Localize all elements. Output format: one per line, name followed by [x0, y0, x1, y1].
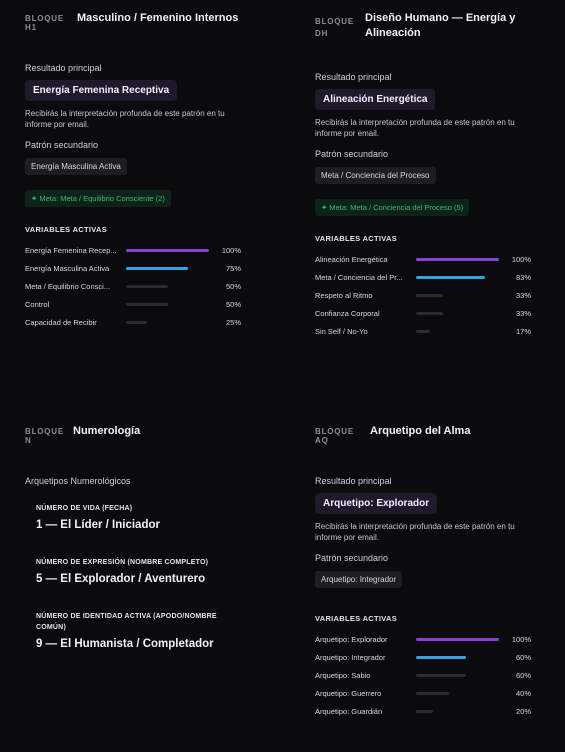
variable-bar-track	[416, 674, 499, 677]
variable-percent: 100%	[511, 635, 531, 645]
variable-bar-fill	[416, 692, 449, 695]
variable-row	[315, 631, 555, 649]
variable-name: Arquetipo: Guerrero	[315, 688, 382, 698]
variable-bar-track	[126, 267, 209, 270]
variable-bar-fill	[416, 638, 499, 641]
variable-row	[25, 242, 265, 260]
variable-percent: 40%	[515, 688, 531, 698]
variable-bar-track	[126, 249, 209, 252]
variable-percent: 50%	[225, 299, 241, 309]
card-header	[315, 11, 555, 41]
variable-bar-track	[416, 638, 499, 641]
variable-name: Arquetipo: Guardián	[315, 706, 383, 716]
variable-bar-fill	[416, 710, 433, 713]
secondary-label: Patrón secundario	[25, 140, 99, 150]
variable-bar-track	[416, 294, 499, 297]
card-header	[315, 424, 555, 445]
variable-percent: 20%	[515, 706, 531, 716]
variable-row	[315, 649, 555, 667]
variable-row	[315, 269, 555, 287]
variable-row	[25, 278, 265, 296]
secondary-label: Patrón secundario	[315, 149, 389, 159]
meta-badge: ✦ Meta: Meta / Equilibrio Consciente (2)	[25, 190, 171, 207]
numerology-item-value: 5 — El Explorador / Aventurero	[36, 573, 206, 585]
block-title: Masculino / Femenino Internos	[77, 12, 239, 24]
variable-bar-fill	[126, 303, 168, 306]
meta-badge: ✦ Meta: Meta / Conciencia del Proceso (5)	[315, 199, 469, 216]
variables-list	[25, 242, 265, 331]
main-result-badge: Energía Femenina Receptiva	[25, 80, 177, 101]
block-tag: BLOQUE DH	[315, 17, 355, 38]
variable-percent: 33%	[515, 290, 531, 300]
variable-bar-track	[416, 258, 499, 261]
variables-list	[315, 631, 555, 720]
variable-bar-track	[416, 710, 499, 713]
variable-row	[315, 304, 555, 322]
block-title: Numerología	[73, 425, 141, 437]
block-title: Diseño Humano — Energía y Alineación	[365, 12, 516, 39]
numerology-item-value: 1 — El Líder / Iniciador	[36, 519, 160, 531]
variable-row	[315, 667, 555, 685]
result-description: Recibirás la interpretación profunda de este patrón en tu informe por email.	[315, 522, 515, 542]
block-tag: BLOQUE N	[25, 427, 65, 445]
variable-bar-track	[416, 330, 499, 333]
variable-name: Arquetipo: Sabio	[315, 670, 371, 680]
card-header	[25, 424, 265, 445]
variable-bar-fill	[126, 249, 209, 252]
variable-name: Respeto al Ritmo	[315, 290, 373, 300]
block-title: Arquetipo del Alma	[370, 425, 471, 437]
variable-row	[315, 322, 555, 340]
numerology-item	[25, 557, 265, 585]
variable-bar-track	[416, 312, 499, 315]
variables-list	[315, 251, 555, 340]
numerology-item-label: NÚMERO DE EXPRESIÓN (NOMBRE COMPLETO)	[36, 559, 209, 566]
secondary-badge: Meta / Conciencia del Proceso	[315, 167, 436, 184]
variable-bar-track	[416, 276, 499, 279]
variable-percent: 60%	[515, 670, 531, 680]
variables-label: VARIABLES ACTIVAS	[25, 225, 108, 234]
variable-row	[315, 251, 555, 269]
variable-percent: 100%	[221, 246, 241, 256]
result-description: Recibirás la interpretación profunda de este patrón en tu informe por email.	[315, 118, 515, 138]
variable-name: Capacidad de Recibir	[25, 317, 97, 327]
variable-percent: 83%	[515, 273, 531, 283]
variable-bar-fill	[126, 285, 168, 288]
variable-bar-fill	[416, 312, 443, 315]
numerology-item-label: NÚMERO DE IDENTIDAD ACTIVA (APODO/NOMBRE COMÚN)	[36, 613, 217, 631]
block-tag: BLOQUE AQ	[315, 427, 355, 445]
variable-bar-track	[416, 656, 499, 659]
secondary-badge: Energía Masculina Activa	[25, 158, 127, 175]
variable-bar-fill	[126, 321, 147, 324]
numerology-item	[25, 503, 265, 531]
variable-bar-fill	[416, 294, 443, 297]
result-description: Recibirás la interpretación profunda de este patrón en tu informe por email.	[25, 109, 225, 129]
variables-label: VARIABLES ACTIVAS	[315, 234, 398, 243]
secondary-label: Patrón secundario	[315, 553, 389, 563]
variable-percent: 33%	[515, 308, 531, 318]
card-bloque-h1	[25, 11, 265, 331]
variable-bar-track	[416, 692, 499, 695]
variable-percent: 75%	[225, 264, 241, 274]
numerology-item-value: 9 — El Humanista / Completador	[36, 638, 214, 650]
variable-bar-fill	[416, 674, 466, 677]
variable-row	[25, 260, 265, 278]
numerology-item	[25, 611, 235, 650]
variables-label: VARIABLES ACTIVAS	[315, 614, 398, 623]
variable-bar-track	[126, 285, 209, 288]
variable-percent: 17%	[515, 326, 531, 336]
variable-row	[315, 287, 555, 305]
numerology-subtitle: Arquetipos Numerológicos	[25, 476, 131, 486]
main-result-badge: Arquetipo: Explorador	[315, 493, 437, 514]
variable-name: Confianza Corporal	[315, 308, 380, 318]
variable-bar-fill	[126, 267, 188, 270]
variable-bar-track	[126, 321, 209, 324]
variable-row	[315, 684, 555, 702]
result-label: Resultado principal	[25, 63, 102, 73]
result-label: Resultado principal	[315, 476, 392, 486]
main-result-badge: Alineación Energética	[315, 89, 435, 110]
variable-percent: 25%	[225, 317, 241, 327]
variable-name: Control	[25, 299, 50, 309]
variable-row	[315, 702, 555, 720]
variable-name: Arquetipo: Integrador	[315, 653, 386, 663]
variable-name: Meta / Conciencia del Pr...	[315, 273, 403, 283]
variable-bar-fill	[416, 258, 499, 261]
result-label: Resultado principal	[315, 72, 392, 82]
variable-bar-fill	[416, 656, 466, 659]
variable-bar-track	[126, 303, 209, 306]
card-bloque-aq	[315, 424, 555, 720]
card-bloque-dh	[315, 11, 555, 340]
variable-percent: 100%	[511, 255, 531, 265]
card-bloque-n	[25, 424, 265, 650]
variable-percent: 60%	[515, 653, 531, 663]
block-tag: BLOQUE H1	[25, 14, 65, 32]
variable-bar-fill	[416, 330, 430, 333]
variable-row	[25, 295, 265, 313]
variable-row	[25, 313, 265, 331]
variable-name: Alineación Energética	[315, 255, 388, 265]
variable-name: Energía Femenina Recep...	[25, 246, 117, 256]
numerology-item-label: NÚMERO DE VIDA (FECHA)	[36, 505, 133, 512]
secondary-badge: Arquetipo: Integrador	[315, 571, 402, 588]
variable-name: Energía Masculina Activa	[25, 264, 110, 274]
variable-name: Arquetipo: Explorador	[315, 635, 388, 645]
variable-bar-fill	[416, 276, 485, 279]
variable-percent: 50%	[225, 281, 241, 291]
card-header	[25, 11, 265, 32]
variable-name: Sin Self / No-Yo	[315, 326, 368, 336]
variable-name: Meta / Equilibrio Consci...	[25, 281, 111, 291]
